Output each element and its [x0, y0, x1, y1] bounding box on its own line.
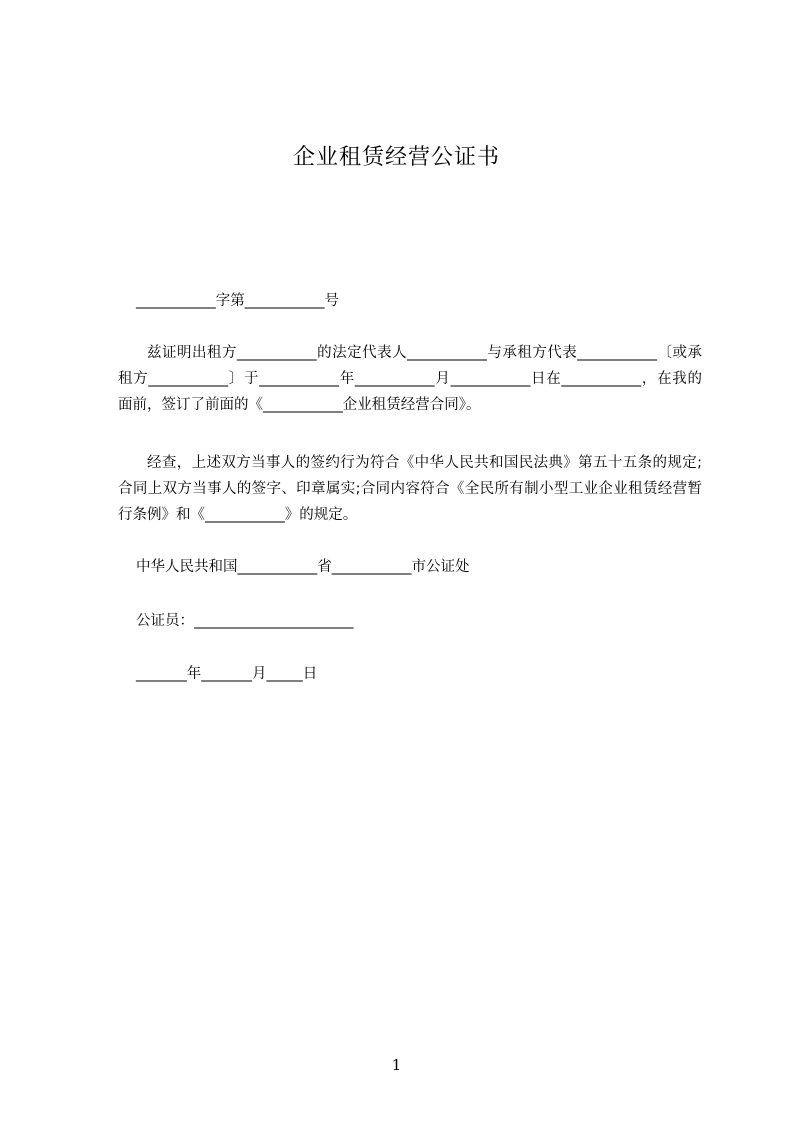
serial-number-line: ___________字第___________号: [136, 293, 339, 309]
paragraph-certification: [118, 340, 702, 418]
document-title: 企业租赁经营公证书: [292, 145, 500, 170]
page-number: 1: [391, 1056, 402, 1074]
paragraph-certification-text: 兹证明出租方___________的法定代表人___________与承租方代表___________〔或承租方___________〕于___________年___________月___________日在___________，在我的面前，签订了前面的《___________企业租赁经营合同》。: [118, 345, 702, 413]
paragraph-verification-text: 经查，上述双方当事人的签约行为符合《中华人民共和国民法典》第五十五条的规定;合同上双方当事人的签字、印章属实;合同内容符合《全民所有制小型工业企业租赁经营暂行条例》和《___________》的规定。: [118, 455, 702, 523]
date-line: _______年_______月_____日: [136, 666, 318, 682]
paragraph-verification: [118, 450, 702, 528]
notary-signature-line: 公证员：______________________: [136, 613, 354, 629]
notary-office-line: 中华人民共和国___________省___________市公证处: [136, 559, 470, 575]
